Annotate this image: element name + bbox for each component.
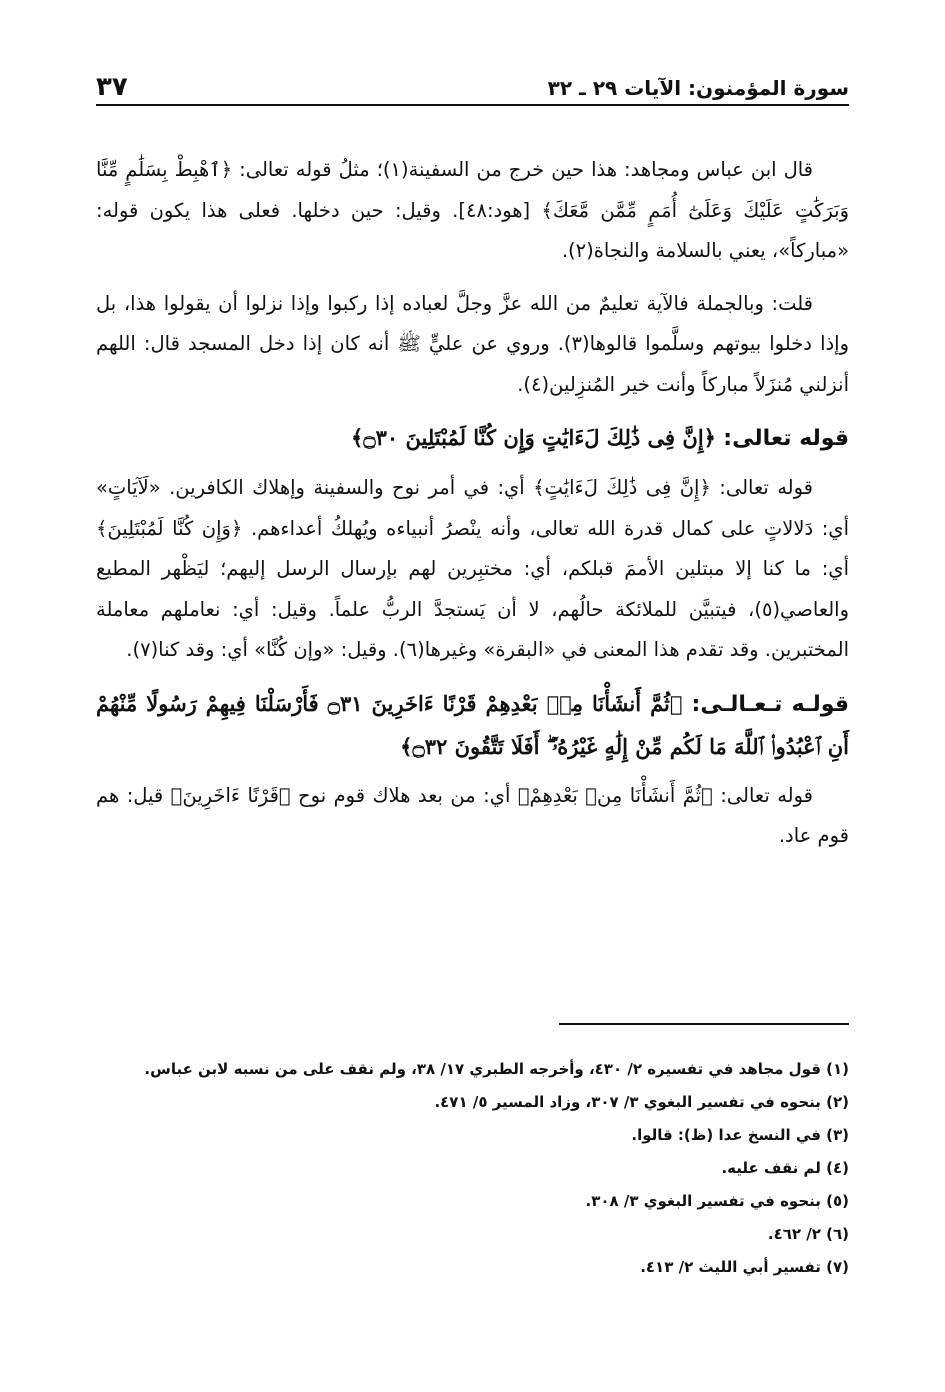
paragraph: قلت: وبالجملة فالآية تعليمٌ من الله عزَّ وجلَّ لعباده إذا ركبوا وإذا نزلوا أن يقولوا هذا، بل وإذا دخلوا بيوتهم وسلَّموا قالوها(٣). وروي عن عليٍّ ﷺ أنه كان إذا دخل المسجد قال: اللهم أنزلني مُنزَلاً مباركاً وأنت خير المُنزِلين(٤). — [96, 291, 850, 396]
paragraph: قوله تعالى: ﴿إِنَّ فِى ذَٰلِكَ لَءَايَٰتٍ﴾ أي: في أمر نوح والسفينة وإهلاك الكافرين. «لَآيَاتٍ» أي: دَلالاتٍ على كمال قدرة الله تعالى، وأنه ينْصرُ أنبياءه ويُهلكُ أعداءهم. ﴿وَإِن كُنَّا لَمُبْتَلِينَ﴾ أي: ما كنا إلا مبتلين الأممَ قبلكم، أي: مختبِرين لهم بإرسال الرسل إليهم؛ ليَظْهر المطيع والعاصي(٥)، فيتبيَّن للملائكة حالُهم، لا أن يَستجدَّ الربُّ علماً. وقيل: أي: نعاملهم معاملة المختبرين. وقد تقدم هذا المعنى في «البقرة» وغيرها(٦). وقيل: «وإن كُنَّا» أي: وقد كنا(٧). — [96, 476, 849, 661]
footnote: (٢) بنحوه في تفسير البغوي ٣/ ٣٠٧، وزاد المسير ٥/ ٤٧١. — [434, 1093, 849, 1111]
footnote: (١) قول مجاهد في تفسيره ٢/ ٤٣٠، وأخرجه الطبري ١٧/ ٣٨، ولم نقف على من نسبه لابن عباس. — [144, 1060, 849, 1078]
footnote-divider — [559, 1023, 849, 1025]
page-body — [96, 150, 849, 869]
verse-heading — [96, 417, 849, 460]
footnotes — [96, 1053, 849, 1284]
verse-heading-lead: قولـه تـعـالـى: — [691, 691, 849, 717]
running-title: سورة المؤمنون: الآيات ٢٩ ـ ٣٢ — [547, 76, 849, 100]
footnote: (٥) بنحوه في تفسير البغوي ٣/ ٣٠٨. — [585, 1192, 849, 1210]
page-header — [96, 64, 849, 106]
verse-text: ﴿ثُمَّ أَنشَأْنَا مِنۢ بَعْدِهِمْ قَرْنًا ءَاخَرِينَ ۝٣١ فَأَرْسَلْنَا فِيهِمْ رَسُولًا مِّنْهُمْ أَنِ ٱعْبُدُوا۟ ٱللَّهَ مَا لَكُم مِّنْ إِلَٰهٍ غَيْرُهُۥٓ ۖ أَفَلَا تَتَّقُونَ ۝٣٢﴾ — [96, 690, 849, 759]
verse-heading-lead: قوله تعالى: — [723, 426, 849, 451]
verse-text: ﴿إِنَّ فِى ذَٰلِكَ لَءَايَٰتٍ وَإِن كُنَّا لَمُبْتَلِينَ ۝٣٠﴾ — [351, 425, 716, 450]
verse-heading — [96, 683, 849, 768]
paragraph: قوله تعالى: ﴿ثُمَّ أَنشَأْنَا مِنۢ بَعْدِهِمْ﴾ أي: من بعد هلاك قوم نوح ﴿قَرْنًا ءَاخَرِينَ﴾ قيل: هم قوم عاد. — [96, 783, 849, 847]
page-number: ٣٧ — [96, 72, 128, 102]
footnote: (٦) ٢/ ٤٦٢. — [767, 1225, 849, 1243]
footnote: (٤) لم نقف عليه. — [721, 1159, 849, 1177]
footnote: (٧) تفسير أبي الليث ٢/ ٤١٣. — [640, 1258, 849, 1276]
footnote: (٣) في النسخ عدا (ظ): قالوا. — [631, 1126, 849, 1144]
paragraph: قال ابن عباس ومجاهد: هذا حين خرج من السفينة(١)؛ مثلُ قوله تعالى: ﴿ٱهْبِطْ بِسَلَٰمٍ مِّنَّا وَبَرَكَٰتٍ عَلَيْكَ وَعَلَىٰٓ أُمَمٍ مِّمَّن مَّعَكَ﴾ [هود:٤٨]. وقيل: حين دخلها. فعلى هذا يكون قوله: «مباركاً»، يعني بالسلامة والنجاة(٢). — [96, 158, 849, 262]
